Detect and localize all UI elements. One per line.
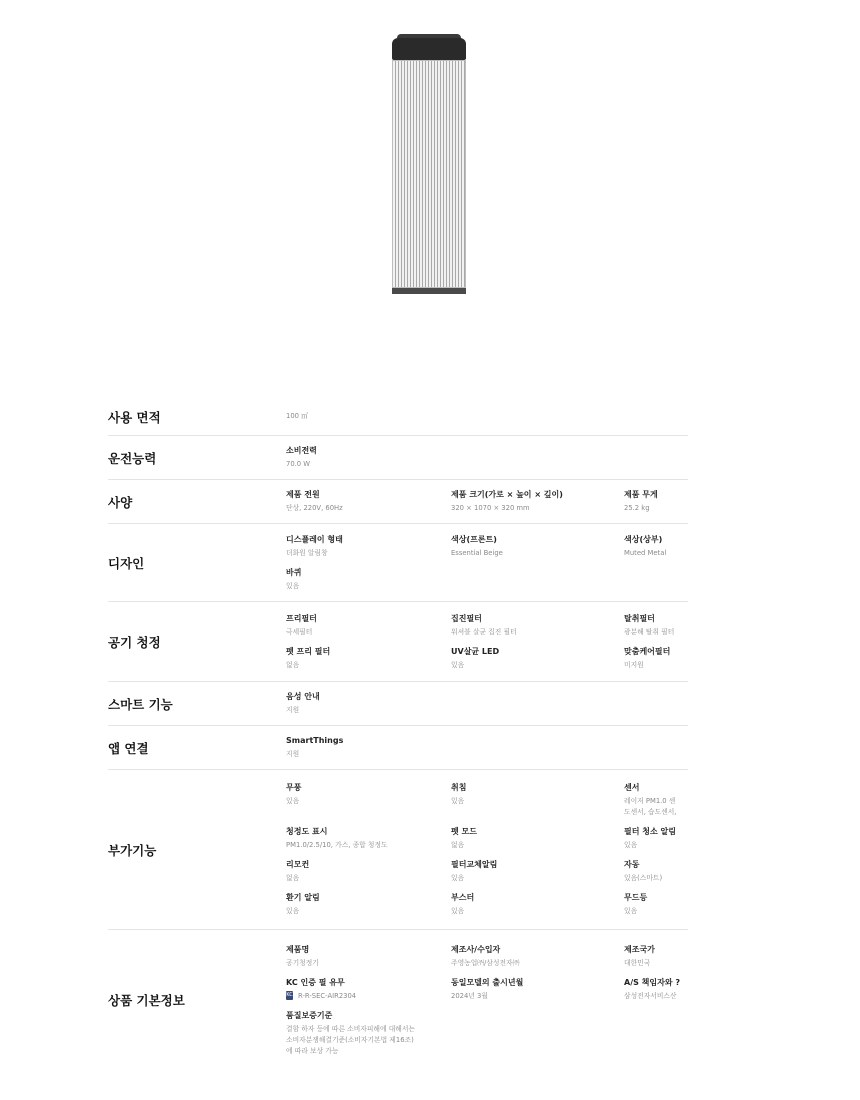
spec-value: 공기청정기 (286, 958, 319, 967)
spec-value: 워셔블 살균 집진 필터 (451, 627, 517, 636)
spec-label: 제품 무게 (624, 490, 658, 499)
spec-value: 대한민국 (624, 958, 651, 967)
spec-value: 극세필터 (286, 627, 313, 636)
spec-row-title: 스마트 기능 (108, 696, 173, 712)
spec-label: SmartThings (286, 736, 344, 745)
spec-value: 단상, 220V, 60Hz (286, 504, 343, 512)
spec-row-title: 사용 면적 (108, 409, 161, 425)
spec-label: 필터 청소 알림 (624, 827, 676, 836)
spec-value: 도센서, 습도센서, (624, 808, 677, 816)
spec-row-design (108, 524, 688, 602)
spec-value: 있음 (286, 797, 300, 805)
spec-label: 제품명 (286, 944, 310, 954)
spec-label: 센서 (624, 783, 640, 792)
spec-label: 제품 전원 (286, 490, 320, 499)
spec-label: 소비전력 (286, 446, 317, 455)
spec-value: R-R-SEC-AIR2304 (298, 991, 357, 1000)
spec-label: 펫 모드 (451, 827, 477, 836)
spec-label: 제조사/수입자 (451, 944, 501, 954)
spec-label: 청정도 표시 (286, 827, 328, 836)
spec-label: 제품 크기(가로 × 높이 × 깊이) (451, 490, 563, 499)
spec-label: 바퀴 (286, 567, 302, 577)
spec-label: 펫 프리 필터 (286, 646, 331, 656)
spec-row-spec (108, 480, 688, 524)
spec-row-area (108, 398, 688, 436)
kc-certification-icon: KC (286, 992, 293, 998)
kc-value (286, 991, 451, 1002)
spec-value: 있음 (451, 797, 465, 805)
spec-value: 지원 (286, 706, 300, 714)
spec-value: 지원 (286, 750, 300, 758)
spec-row-title: 앱 연결 (108, 740, 149, 756)
spec-row-smart (108, 682, 688, 726)
spec-value: 있음 (624, 907, 638, 915)
spec-label: 취침 (451, 783, 467, 792)
spec-label: 집진필터 (451, 613, 482, 623)
spec-value: 없음 (286, 874, 300, 882)
spec-value: 더화원 알림창 (286, 548, 328, 557)
spec-label: 탈취필터 (624, 613, 655, 623)
spec-value: 있음 (286, 581, 300, 590)
spec-value: 주영농업㈜/삼성전자㈜ (451, 958, 520, 967)
spec-label: UV살균 LED (451, 646, 500, 656)
spec-label: 맞춤케어필터 (624, 646, 671, 656)
spec-label: 색상(상부) (624, 534, 663, 544)
spec-row-title: 운전능력 (108, 450, 157, 466)
spec-label: 제조국가 (624, 944, 655, 954)
spec-label: 환기 알림 (286, 893, 320, 902)
spec-row-title: 디자인 (108, 555, 145, 571)
product-body (392, 60, 466, 288)
spec-value: 광분해 탈취 필터 (624, 627, 675, 636)
spec-value: 있음 (451, 907, 465, 915)
spec-value: 없음 (286, 660, 300, 669)
spec-value: 미지원 (624, 660, 644, 669)
product-base (392, 288, 466, 294)
spec-row-title: 부가기능 (108, 842, 157, 858)
spec-label: 무드등 (624, 893, 648, 902)
spec-value: 있음 (451, 874, 465, 882)
spec-value: 있음(스마트) (624, 874, 663, 882)
spec-label: 색상(프론트) (451, 534, 497, 544)
spec-label: 부스터 (451, 893, 475, 902)
spec-label: 필터교체알림 (451, 860, 498, 869)
spec-value: 2024년 3월 (451, 991, 488, 1000)
spec-row-title: 상품 기본정보 (108, 993, 185, 1008)
spec-value: 있음 (451, 660, 465, 669)
spec-label: 자동 (624, 860, 640, 869)
spec-value: 있음 (624, 841, 638, 849)
product-top-cap (392, 38, 466, 60)
spec-value: 70.0 W (286, 460, 311, 468)
spec-value: 있음 (286, 907, 300, 915)
spec-value: 에 따라 보상 가능 (286, 1046, 339, 1055)
spec-value: 결함 하자 등에 따른 소비자피해에 대해서는 (286, 1024, 415, 1033)
spec-label: 동일모델의 출시년월 (451, 977, 524, 987)
spec-value: 레이저 PM1.0 센 (624, 797, 676, 805)
spec-label: 음성 안내 (286, 692, 320, 701)
spec-value: 25.2 kg (624, 504, 650, 512)
spec-label: KC 인증 필 유무 (286, 977, 345, 987)
spec-value: 소비자분쟁해결기준(소비자기본법 제16조) (286, 1035, 414, 1044)
spec-label: 프리필터 (286, 613, 317, 623)
spec-label: 디스플레이 형태 (286, 534, 343, 544)
spec-row-title: 공기 청정 (108, 634, 161, 650)
spec-value: 삼성전자서비스산 (624, 991, 677, 1000)
spec-value: PM1.0/2.5/10, 가스, 종합 청정도 (286, 841, 388, 849)
spec-value: 320 × 1070 × 320 mm (451, 504, 530, 512)
spec-label: 품질보증기준 (286, 1010, 333, 1020)
spec-row-purify (108, 602, 688, 682)
spec-row-app (108, 726, 688, 770)
spec-table (108, 398, 688, 1070)
spec-row-info (108, 930, 688, 1070)
spec-value: 100 ㎡ (286, 412, 308, 420)
spec-label: 리모컨 (286, 860, 310, 869)
spec-value: 없음 (451, 841, 465, 849)
spec-row-title: 사양 (108, 494, 133, 510)
spec-label: A/S 책임자와 ? (624, 977, 680, 987)
product-image (392, 34, 466, 294)
spec-row-power (108, 436, 688, 480)
spec-value: Muted Metal (624, 548, 667, 557)
spec-row-extra (108, 770, 688, 930)
spec-label: 무풍 (286, 783, 302, 792)
spec-value: Essential Beige (451, 548, 503, 557)
